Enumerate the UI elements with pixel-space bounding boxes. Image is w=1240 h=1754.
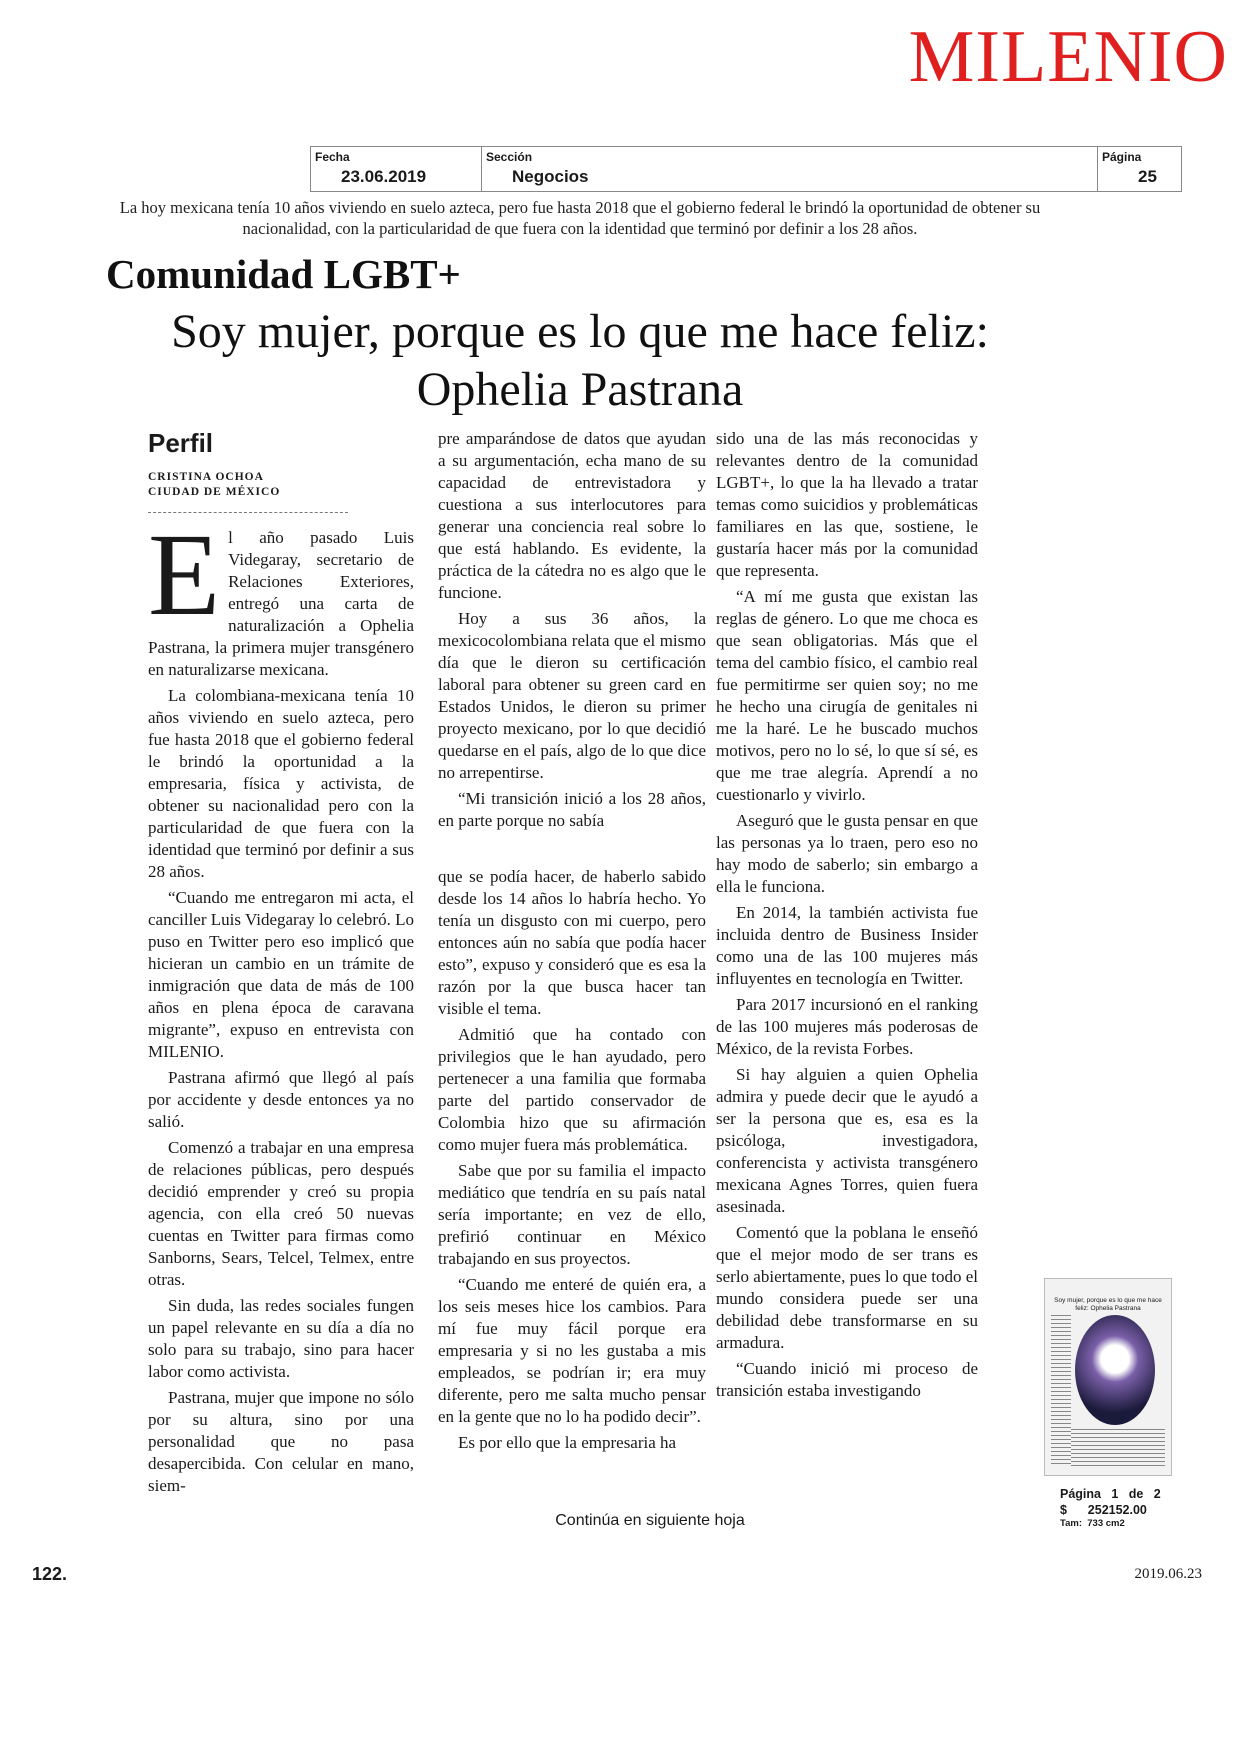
seccion-label: Sección — [486, 150, 533, 164]
drop-cap: E — [148, 509, 221, 640]
footer-number: 122. — [32, 1564, 68, 1584]
page-count: Página 1 de 2 — [1060, 1487, 1161, 1501]
masthead-logo: MILENIO — [908, 16, 1228, 98]
author-name: CRISTINA OCHOA — [148, 471, 264, 483]
paragraph: Es por ello que la empresaria ha — [458, 1433, 677, 1452]
paragraph: Admitió que ha contado con privilegios que le han ayudado, pero pertenecer a una familia que formaba parte del partido conservador de Colombia hizo que su afirmación como mujer fuera más problemática. — [438, 1025, 706, 1154]
section-tag: Perfil — [148, 428, 214, 458]
paragraph — [148, 509, 414, 681]
article-headline — [100, 303, 1060, 419]
paragraph: Pastrana, mujer que impone no sólo por su altura, sino por una personalidad que no pasa desapercibida. Con celular en mano, siem- — [148, 1388, 414, 1495]
headline-line-2: Ophelia Pastrana — [416, 363, 744, 416]
thumbnail-text-lines — [1071, 1429, 1165, 1469]
page-thumbnail — [1044, 1278, 1172, 1476]
paragraph: Comentó que la poblana le enseñó que el mejor modo de ser trans es serlo abiertamente, pues lo que todo el mundo considera puede ser una debilidad debe transformarse en su armadura. — [716, 1223, 978, 1352]
paragraph: “Cuando me entregaron mi acta, el canciller Luis Videgaray lo celebró. Lo puso en Twitter pero eso implicó que hicieran un cambio en un trámite de inmigración que data de más de 100 años en plena época de caravana migrante”, expuso en entrevista con MILENIO. — [148, 888, 414, 1061]
paragraph: Comenzó a trabajar en una empresa de relaciones públicas, pero después decidió emprender y creó su propia agencia, con ella creó 50 nuevas cuentas en Twitter para firmas como Sanborns, Sears, Telcel, Telmex, entre otras. — [148, 1138, 414, 1289]
paragraph: Si hay alguien a quien Ophelia admira y puede decir que le ayudó a ser la persona que es, esa es la psicóloga, investigadora, conferencista y activista transgénero mexicana Agnes Torres, quien fuera asesinada. — [716, 1065, 978, 1216]
pagina-label: Página — [1102, 150, 1142, 164]
author-location: CIUDAD DE MÉXICO — [148, 486, 281, 498]
fecha-value: 23.06.2019 — [341, 167, 427, 186]
paragraph: “Mi transición inició a los 28 años, en parte porque no sabía — [438, 789, 706, 830]
paragraph: “A mí me gusta que existan las reglas de género. Lo que me choca es que sean obligatorias. Más que el tema del cambio físico, el cambio real fue permitirme ser quien soy; no me he hecho una cirugía de genitales ni me la haré. Le he buscado muchos motivos, pero no lo sé, lo que sí sé, es que me trae alegría. Aprendí a no cuestionarlo y vivirlo. — [716, 587, 978, 804]
article-column-1 — [148, 428, 414, 1501]
paragraph: Pastrana afirmó que llegó al país por accidente y desde entonces ya no salió. — [148, 1068, 414, 1131]
pagina-cell — [1098, 147, 1181, 191]
thumbnail-title: Soy mujer, porque es lo que me hace feliz: Ophelia Pastrana — [1054, 1297, 1162, 1312]
clipping-info — [1060, 1486, 1200, 1529]
paragraph: Sabe que por su familia el impacto mediático que tendría en su país natal sería importante; en vez de ello, prefirió continuar en México trabajando en sus proyectos. — [438, 1161, 706, 1268]
paragraph: Aseguró que le gusta pensar en que las personas ya lo traen, pero eso no hay modo de saberlo; sin embargo a ella le funciona. — [716, 811, 978, 896]
paragraph: Hoy a sus 36 años, la mexicocolombiana relata que el mismo día que le dieron su certificación laboral para obtener su green card en Estados Unidos, le dieron su primer proyecto mexicano, por lo que decidió quedarse en el país, algo de lo que dice no arrepentirse. — [438, 609, 706, 782]
paragraph-text: l año pasado Luis Videgaray, secretario de Relaciones Exteriores, entregó una carta de naturalización a Ophelia Pastrana, la primera mujer transgénero en naturalizarse mexicana. — [148, 528, 414, 679]
thumbnail-text-lines — [1051, 1315, 1071, 1465]
column-gap — [438, 836, 706, 866]
paragraph: que se podía hacer, de haberlo sabido desde los 14 años lo habría hecho. Yo tenía un disgusto con mi cuerpo, pero entonces aún no sabía que podía hacer esto”, expuso y consideró que es esa la razón por la que busca hacer tan visible el tema. — [438, 867, 706, 1018]
headline-line-1: Soy mujer, porque es lo que me hace feliz: — [171, 305, 989, 358]
pagina-value: 25 — [1138, 167, 1157, 186]
clipping-size: Tam: 733 cm2 — [1060, 1518, 1125, 1529]
paragraph: La colombiana-mexicana tenía 10 años viviendo en suelo azteca, pero fue hasta 2018 que el gobierno federal le brindó la oportunidad a la empresaria, física y activista, de obtener su nacionalidad pero con la particularidad de que fuera con la identidad que terminó por definir a sus 28 años. — [148, 686, 414, 881]
seccion-value: Negocios — [512, 167, 589, 186]
fecha-label: Fecha — [315, 150, 350, 164]
paragraph: sido una de las más reconocidas y relevantes dentro de la comunidad LGBT+, lo que la ha llevado a tratar temas como suicidios y problemáticas familiares en las que, sostiene, le gustaría hacer más por la comunidad que representa. — [716, 429, 978, 580]
paragraph: pre amparándose de datos que ayudan a su argumentación, echa mano de su capacidad de entrevistadora y cuestiona a sus interlocutores para generar una conciencia real sobre lo que está hablando. Es evidente, la práctica de la cátedra no es algo que le funcione. — [438, 429, 706, 602]
footer-date: 2019.06.23 — [1134, 1566, 1202, 1582]
paragraph: Para 2017 incursionó en el ranking de las 100 mujeres más poderosas de México, de la revista Forbes. — [716, 995, 978, 1058]
continues-note: Continúa en siguiente hoja — [555, 1512, 745, 1529]
fecha-cell — [311, 147, 482, 191]
paragraph: “Cuando inició mi proceso de transición estaba investigando — [716, 1359, 978, 1400]
seccion-cell — [482, 147, 1098, 191]
paragraph: Sin duda, las redes sociales fungen un papel relevante en su día a día no solo para su trabajo, sino para hacer labor como activista. — [148, 1296, 414, 1381]
article-column-3 — [716, 428, 978, 1406]
metadata-table — [310, 146, 1182, 192]
article-summary: La hoy mexicana tenía 10 años viviendo en suelo azteca, pero fue hasta 2018 que el gobierno federal le brindó la oportunidad de obtener su nacionalidad, con la particularidad de que fuera con la identidad que terminó por definir a los 28 años. — [119, 198, 1041, 238]
article-column-2 — [438, 428, 706, 1458]
article-kicker: Comunidad LGBT+ — [106, 251, 461, 297]
paragraph: “Cuando me enteré de quién era, a los seis meses hice los cambios. Para mí fue muy fácil porque era empresaria y si no les gustaba a mis empleados, se podrían ir; era muy diferente, pero me salta mucho pensar en la gente que no lo ha podido decir”. — [438, 1275, 706, 1426]
paragraph: En 2014, la también activista fue incluida dentro de Business Insider como una de las 100 mujeres más influyentes en tecnología en Twitter. — [716, 903, 978, 988]
clipping-amount: $ 252152.00 — [1060, 1503, 1147, 1517]
thumbnail-portrait — [1075, 1315, 1155, 1425]
